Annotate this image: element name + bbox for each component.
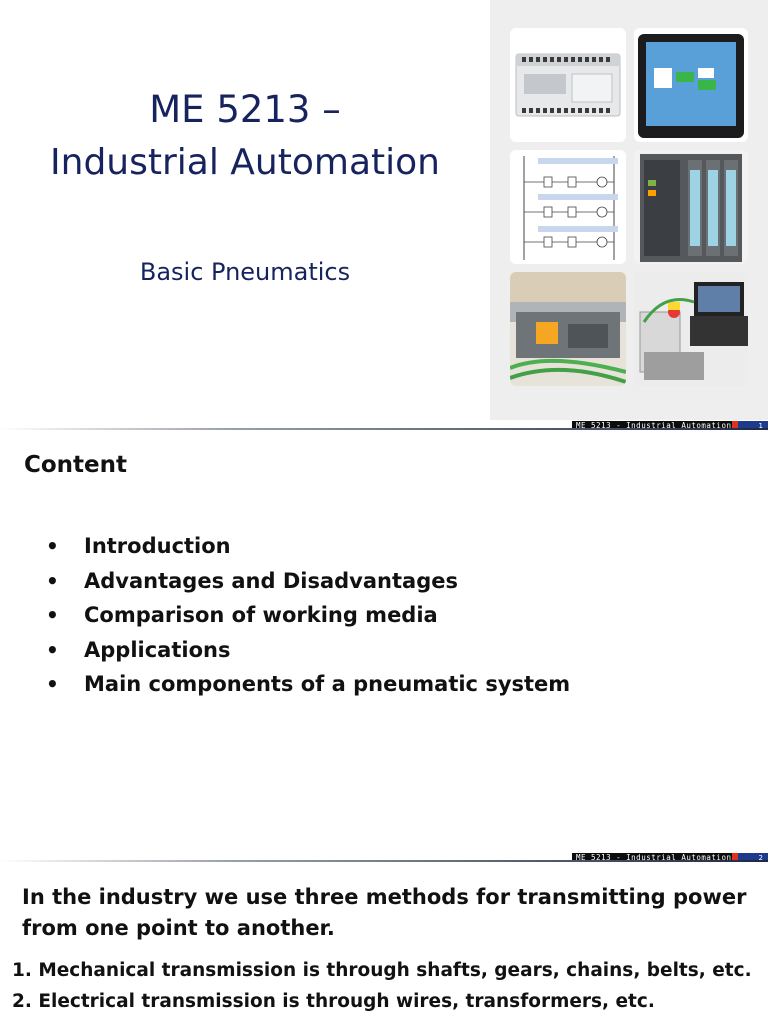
- bullet-icon: •: [46, 603, 59, 627]
- list-item: • Introduction: [46, 530, 570, 565]
- page-number: 1: [738, 421, 768, 428]
- training-station-image: [634, 272, 748, 386]
- image-collage: [490, 0, 768, 420]
- siemens-plc-module-image: [634, 150, 748, 264]
- list-item: 1. Mechanical transmission is through shafts, gears, chains, belts, etc.: [12, 960, 752, 981]
- bullet-icon: •: [46, 637, 59, 662]
- bullet-list: [46, 530, 570, 703]
- slide-title-line-1: ME 5213 –: [149, 88, 341, 131]
- list-item: • Main components of a pneumatic system: [46, 668, 570, 703]
- ladder-diagram-image: [510, 150, 626, 264]
- list-item: 2. Electrical transmission is through wires, transformers, etc.: [12, 991, 655, 1012]
- bullet-icon: •: [46, 568, 59, 593]
- slide-2: [0, 430, 768, 860]
- slide-subtitle: Basic Pneumatics: [139, 258, 351, 286]
- bullet-icon: •: [46, 534, 59, 558]
- slide-footer: ME 5213 - Industrial Automation: [572, 421, 732, 428]
- list-item: • Applications: [46, 634, 570, 669]
- slide-footer: ME 5213 - Industrial Automation: [572, 853, 732, 860]
- slide-3: [0, 862, 768, 1024]
- bullet-icon: •: [46, 672, 59, 696]
- automation-panel-image: [510, 272, 626, 386]
- slide-1: [0, 0, 768, 428]
- intro-paragraph: In the industry we use three methods for transmitting power from one point to another.: [22, 885, 747, 940]
- plc-unit-image: [510, 28, 626, 142]
- page-number: 2: [738, 853, 768, 860]
- slide-title: Content: [24, 452, 128, 478]
- list-item: • Advantages and Disadvantages: [46, 565, 570, 600]
- hmi-touchscreen-image: [634, 28, 748, 142]
- slide-title-line-2: Industrial Automation: [50, 142, 440, 183]
- list-item: • Comparison of working media: [46, 599, 570, 634]
